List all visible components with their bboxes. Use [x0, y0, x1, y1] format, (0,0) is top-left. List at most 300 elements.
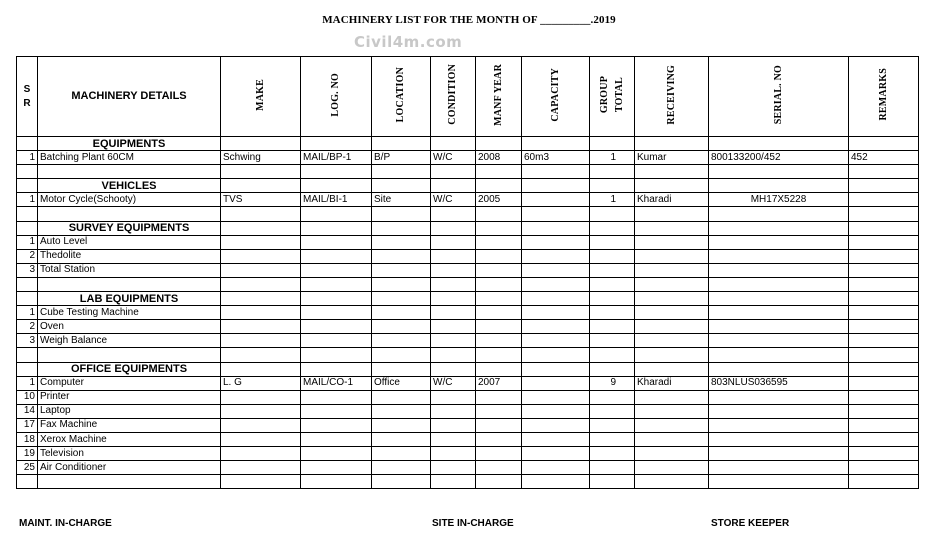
manf-year-cell — [476, 165, 522, 179]
log-no-cell — [301, 207, 372, 221]
empty-cell — [849, 179, 919, 193]
condition-cell — [431, 235, 476, 249]
receiving-cell — [635, 235, 709, 249]
location-cell — [372, 461, 431, 475]
manf-year-cell — [476, 277, 522, 291]
make-cell — [221, 249, 301, 263]
make-cell — [221, 447, 301, 461]
receiving-cell — [635, 418, 709, 432]
remarks-cell — [849, 320, 919, 334]
make-cell — [221, 207, 301, 221]
empty-cell — [709, 362, 849, 376]
log-no-cell — [301, 432, 372, 446]
make-cell — [221, 235, 301, 249]
condition-cell — [431, 390, 476, 404]
sr-cell: 14 — [17, 404, 38, 418]
log-no-cell — [301, 418, 372, 432]
make-cell — [221, 390, 301, 404]
manf-year-cell — [476, 207, 522, 221]
capacity-cell: 60m3 — [522, 151, 590, 165]
location-cell — [372, 249, 431, 263]
manf-year-cell — [476, 235, 522, 249]
capacity-cell — [522, 249, 590, 263]
header-log-no: LOG. NO — [301, 57, 372, 137]
footer-maint-in-charge: MAINT. IN-CHARGE — [19, 518, 112, 529]
sr-cell: 3 — [17, 334, 38, 348]
log-no-cell — [301, 249, 372, 263]
table-row — [17, 404, 919, 418]
manf-year-cell — [476, 404, 522, 418]
capacity-cell — [522, 432, 590, 446]
details-cell: Oven — [38, 320, 221, 334]
header-capacity: CAPACITY — [522, 57, 590, 137]
watermark: Civil4m.com — [354, 33, 463, 51]
empty-cell — [221, 221, 301, 235]
group-total-cell: 9 — [590, 376, 635, 390]
empty-cell — [590, 137, 635, 151]
log-no-cell — [301, 475, 372, 489]
details-cell: Batching Plant 60CM — [38, 151, 221, 165]
table-row — [17, 249, 919, 263]
manf-year-cell — [476, 447, 522, 461]
group-total-cell — [590, 418, 635, 432]
table-row — [17, 390, 919, 404]
details-cell: Air Conditioner — [38, 461, 221, 475]
blank-row — [17, 165, 919, 179]
group-total-cell — [590, 432, 635, 446]
receiving-cell — [635, 404, 709, 418]
empty-cell — [372, 362, 431, 376]
header-machinery-details: MACHINERY DETAILS — [38, 57, 221, 137]
log-no-cell — [301, 334, 372, 348]
condition-cell — [431, 418, 476, 432]
details-cell: Auto Level — [38, 235, 221, 249]
sr-cell: 1 — [17, 306, 38, 320]
serial-no-cell — [709, 348, 849, 362]
log-no-cell — [301, 320, 372, 334]
serial-no-cell — [709, 334, 849, 348]
receiving-cell — [635, 447, 709, 461]
receiving-cell: Kharadi — [635, 376, 709, 390]
empty-cell — [17, 179, 38, 193]
empty-cell — [301, 221, 372, 235]
sr-cell: 2 — [17, 249, 38, 263]
group-total-cell — [590, 447, 635, 461]
condition-cell — [431, 306, 476, 320]
log-no-cell — [301, 277, 372, 291]
details-cell: Computer — [38, 376, 221, 390]
empty-cell — [709, 137, 849, 151]
location-cell — [372, 320, 431, 334]
header-make: MAKE — [221, 57, 301, 137]
make-cell — [221, 475, 301, 489]
footer-site-in-charge: SITE IN-CHARGE — [432, 518, 514, 529]
remarks-cell — [849, 306, 919, 320]
group-total-cell — [590, 475, 635, 489]
condition-cell: W/C — [431, 193, 476, 207]
make-cell: L. G — [221, 376, 301, 390]
capacity-cell — [522, 263, 590, 277]
empty-cell — [17, 292, 38, 306]
make-cell — [221, 320, 301, 334]
remarks-cell — [849, 235, 919, 249]
location-cell — [372, 348, 431, 362]
sr-cell: 3 — [17, 263, 38, 277]
empty-cell — [17, 137, 38, 151]
empty-cell — [301, 362, 372, 376]
location-cell — [372, 404, 431, 418]
serial-no-cell — [709, 404, 849, 418]
empty-cell — [372, 221, 431, 235]
group-total-cell — [590, 348, 635, 362]
serial-no-cell — [709, 418, 849, 432]
details-cell: Printer — [38, 390, 221, 404]
empty-cell — [372, 179, 431, 193]
category-row — [17, 137, 919, 151]
details-cell: Television — [38, 447, 221, 461]
details-cell — [38, 165, 221, 179]
group-total-cell — [590, 461, 635, 475]
capacity-cell — [522, 193, 590, 207]
empty-cell — [709, 292, 849, 306]
serial-no-cell: MH17X5228 — [709, 193, 849, 207]
empty-cell — [522, 292, 590, 306]
location-cell — [372, 263, 431, 277]
header-sr: S R — [17, 57, 38, 137]
remarks-cell — [849, 334, 919, 348]
empty-cell — [301, 137, 372, 151]
group-total-cell — [590, 390, 635, 404]
empty-cell — [301, 292, 372, 306]
log-no-cell: MAIL/CO-1 — [301, 376, 372, 390]
empty-cell — [476, 179, 522, 193]
condition-cell — [431, 320, 476, 334]
empty-cell — [431, 292, 476, 306]
header-group-total: GROUP TOTAL — [590, 57, 635, 137]
condition-cell — [431, 277, 476, 291]
capacity-cell — [522, 376, 590, 390]
manf-year-cell — [476, 461, 522, 475]
sr-cell — [17, 277, 38, 291]
remarks-cell — [849, 447, 919, 461]
make-cell — [221, 165, 301, 179]
make-cell — [221, 404, 301, 418]
remarks-cell — [849, 165, 919, 179]
serial-no-cell — [709, 207, 849, 221]
table-row — [17, 151, 919, 165]
sr-cell: 1 — [17, 235, 38, 249]
details-cell: Fax Machine — [38, 418, 221, 432]
remarks-cell — [849, 277, 919, 291]
empty-cell — [522, 137, 590, 151]
sr-cell: 1 — [17, 193, 38, 207]
condition-cell: W/C — [431, 151, 476, 165]
empty-cell — [431, 362, 476, 376]
remarks-cell — [849, 263, 919, 277]
make-cell — [221, 334, 301, 348]
receiving-cell — [635, 165, 709, 179]
serial-no-cell — [709, 461, 849, 475]
empty-cell — [221, 179, 301, 193]
table-row — [17, 320, 919, 334]
location-cell — [372, 447, 431, 461]
remarks-cell — [849, 461, 919, 475]
location-cell — [372, 390, 431, 404]
log-no-cell — [301, 390, 372, 404]
serial-no-cell — [709, 432, 849, 446]
make-cell: TVS — [221, 193, 301, 207]
receiving-cell — [635, 306, 709, 320]
remarks-cell — [849, 432, 919, 446]
empty-cell — [372, 292, 431, 306]
capacity-cell — [522, 277, 590, 291]
capacity-cell — [522, 447, 590, 461]
table-row — [17, 432, 919, 446]
remarks-cell — [849, 475, 919, 489]
make-cell — [221, 277, 301, 291]
receiving-cell — [635, 249, 709, 263]
empty-cell — [476, 221, 522, 235]
empty-cell — [522, 221, 590, 235]
empty-cell — [221, 292, 301, 306]
empty-cell — [709, 221, 849, 235]
blank-row — [17, 348, 919, 362]
capacity-cell — [522, 306, 590, 320]
receiving-cell — [635, 348, 709, 362]
category-row — [17, 292, 919, 306]
header-location: LOCATION — [372, 57, 431, 137]
make-cell: Schwing — [221, 151, 301, 165]
log-no-cell — [301, 235, 372, 249]
location-cell — [372, 432, 431, 446]
group-total-cell — [590, 306, 635, 320]
make-cell — [221, 418, 301, 432]
receiving-cell — [635, 334, 709, 348]
empty-cell — [372, 137, 431, 151]
log-no-cell: MAIL/BI-1 — [301, 193, 372, 207]
empty-cell — [476, 362, 522, 376]
sr-cell: 19 — [17, 447, 38, 461]
details-cell: Motor Cycle(Schooty) — [38, 193, 221, 207]
group-total-cell: 1 — [590, 193, 635, 207]
empty-cell — [635, 179, 709, 193]
empty-cell — [635, 292, 709, 306]
details-cell: Weigh Balance — [38, 334, 221, 348]
make-cell — [221, 461, 301, 475]
blank-row — [17, 207, 919, 221]
group-total-cell: 1 — [590, 151, 635, 165]
remarks-cell — [849, 193, 919, 207]
empty-cell — [849, 221, 919, 235]
sr-cell: 1 — [17, 151, 38, 165]
manf-year-cell — [476, 263, 522, 277]
empty-cell — [635, 137, 709, 151]
sr-cell — [17, 348, 38, 362]
details-cell: Total Station — [38, 263, 221, 277]
manf-year-cell — [476, 475, 522, 489]
table-row — [17, 263, 919, 277]
manf-year-cell — [476, 418, 522, 432]
serial-no-cell — [709, 475, 849, 489]
sr-cell: 17 — [17, 418, 38, 432]
category-label: EQUIPMENTS — [38, 137, 221, 151]
empty-cell — [635, 362, 709, 376]
blank-row — [17, 277, 919, 291]
log-no-cell — [301, 447, 372, 461]
table-row — [17, 418, 919, 432]
location-cell — [372, 306, 431, 320]
manf-year-cell — [476, 348, 522, 362]
make-cell — [221, 306, 301, 320]
location-cell — [372, 165, 431, 179]
empty-cell — [522, 179, 590, 193]
remarks-cell — [849, 249, 919, 263]
empty-cell — [590, 179, 635, 193]
details-cell — [38, 348, 221, 362]
remarks-cell — [849, 207, 919, 221]
group-total-cell — [590, 277, 635, 291]
remarks-cell: 452 — [849, 151, 919, 165]
manf-year-cell — [476, 320, 522, 334]
manf-year-cell — [476, 390, 522, 404]
header-serial-no: SERIAL. NO — [709, 57, 849, 137]
log-no-cell — [301, 461, 372, 475]
capacity-cell — [522, 390, 590, 404]
empty-cell — [635, 221, 709, 235]
manf-year-cell: 2005 — [476, 193, 522, 207]
empty-cell — [431, 179, 476, 193]
condition-cell — [431, 348, 476, 362]
details-cell — [38, 475, 221, 489]
manf-year-cell — [476, 306, 522, 320]
receiving-cell — [635, 207, 709, 221]
header-row — [17, 57, 919, 137]
empty-cell — [849, 362, 919, 376]
receiving-cell — [635, 390, 709, 404]
location-cell — [372, 334, 431, 348]
sr-cell — [17, 475, 38, 489]
group-total-cell — [590, 235, 635, 249]
condition-cell — [431, 207, 476, 221]
condition-cell: W/C — [431, 376, 476, 390]
log-no-cell — [301, 165, 372, 179]
manf-year-cell — [476, 249, 522, 263]
remarks-cell — [849, 348, 919, 362]
empty-cell — [17, 362, 38, 376]
receiving-cell — [635, 263, 709, 277]
serial-no-cell: 800133200/452 — [709, 151, 849, 165]
details-cell — [38, 277, 221, 291]
capacity-cell — [522, 475, 590, 489]
condition-cell — [431, 249, 476, 263]
blank-row — [17, 475, 919, 489]
category-label: OFFICE EQUIPMENTS — [38, 362, 221, 376]
group-total-cell — [590, 334, 635, 348]
header-condition: CONDITION — [431, 57, 476, 137]
capacity-cell — [522, 404, 590, 418]
location-cell — [372, 475, 431, 489]
serial-no-cell — [709, 390, 849, 404]
manf-year-cell — [476, 432, 522, 446]
log-no-cell: MAIL/BP-1 — [301, 151, 372, 165]
sr-cell: 1 — [17, 376, 38, 390]
group-total-cell — [590, 249, 635, 263]
group-total-cell — [590, 165, 635, 179]
empty-cell — [590, 362, 635, 376]
remarks-cell — [849, 390, 919, 404]
sr-cell: 2 — [17, 320, 38, 334]
location-cell — [372, 277, 431, 291]
details-cell: Thedolite — [38, 249, 221, 263]
machinery-table — [16, 56, 919, 489]
manf-year-cell: 2007 — [476, 376, 522, 390]
log-no-cell — [301, 263, 372, 277]
make-cell — [221, 263, 301, 277]
receiving-cell — [635, 320, 709, 334]
serial-no-cell — [709, 320, 849, 334]
condition-cell — [431, 404, 476, 418]
condition-cell — [431, 475, 476, 489]
serial-no-cell — [709, 306, 849, 320]
group-total-cell — [590, 320, 635, 334]
receiving-cell — [635, 461, 709, 475]
location-cell — [372, 235, 431, 249]
empty-cell — [590, 221, 635, 235]
serial-no-cell — [709, 447, 849, 461]
category-row — [17, 179, 919, 193]
serial-no-cell — [709, 235, 849, 249]
capacity-cell — [522, 320, 590, 334]
header-receiving: RECEIVING — [635, 57, 709, 137]
category-label: VEHICLES — [38, 179, 221, 193]
empty-cell — [431, 221, 476, 235]
empty-cell — [17, 221, 38, 235]
serial-no-cell: 803NLUS036595 — [709, 376, 849, 390]
empty-cell — [522, 362, 590, 376]
remarks-cell — [849, 418, 919, 432]
make-cell — [221, 348, 301, 362]
location-cell: Office — [372, 376, 431, 390]
receiving-cell — [635, 475, 709, 489]
table-row — [17, 461, 919, 475]
category-label: LAB EQUIPMENTS — [38, 292, 221, 306]
condition-cell — [431, 461, 476, 475]
location-cell: B/P — [372, 151, 431, 165]
group-total-cell — [590, 263, 635, 277]
capacity-cell — [522, 418, 590, 432]
remarks-cell — [849, 404, 919, 418]
empty-cell — [709, 179, 849, 193]
empty-cell — [476, 137, 522, 151]
details-cell: Laptop — [38, 404, 221, 418]
category-label: SURVEY EQUIPMENTS — [38, 221, 221, 235]
sr-cell: 10 — [17, 390, 38, 404]
empty-cell — [590, 292, 635, 306]
empty-cell — [221, 362, 301, 376]
category-row — [17, 362, 919, 376]
details-cell: Cube Testing Machine — [38, 306, 221, 320]
group-total-cell — [590, 404, 635, 418]
remarks-cell — [849, 376, 919, 390]
empty-cell — [849, 292, 919, 306]
capacity-cell — [522, 207, 590, 221]
capacity-cell — [522, 235, 590, 249]
receiving-cell — [635, 277, 709, 291]
receiving-cell — [635, 432, 709, 446]
serial-no-cell — [709, 263, 849, 277]
footer-store-keeper: STORE KEEPER — [711, 518, 790, 529]
log-no-cell — [301, 306, 372, 320]
